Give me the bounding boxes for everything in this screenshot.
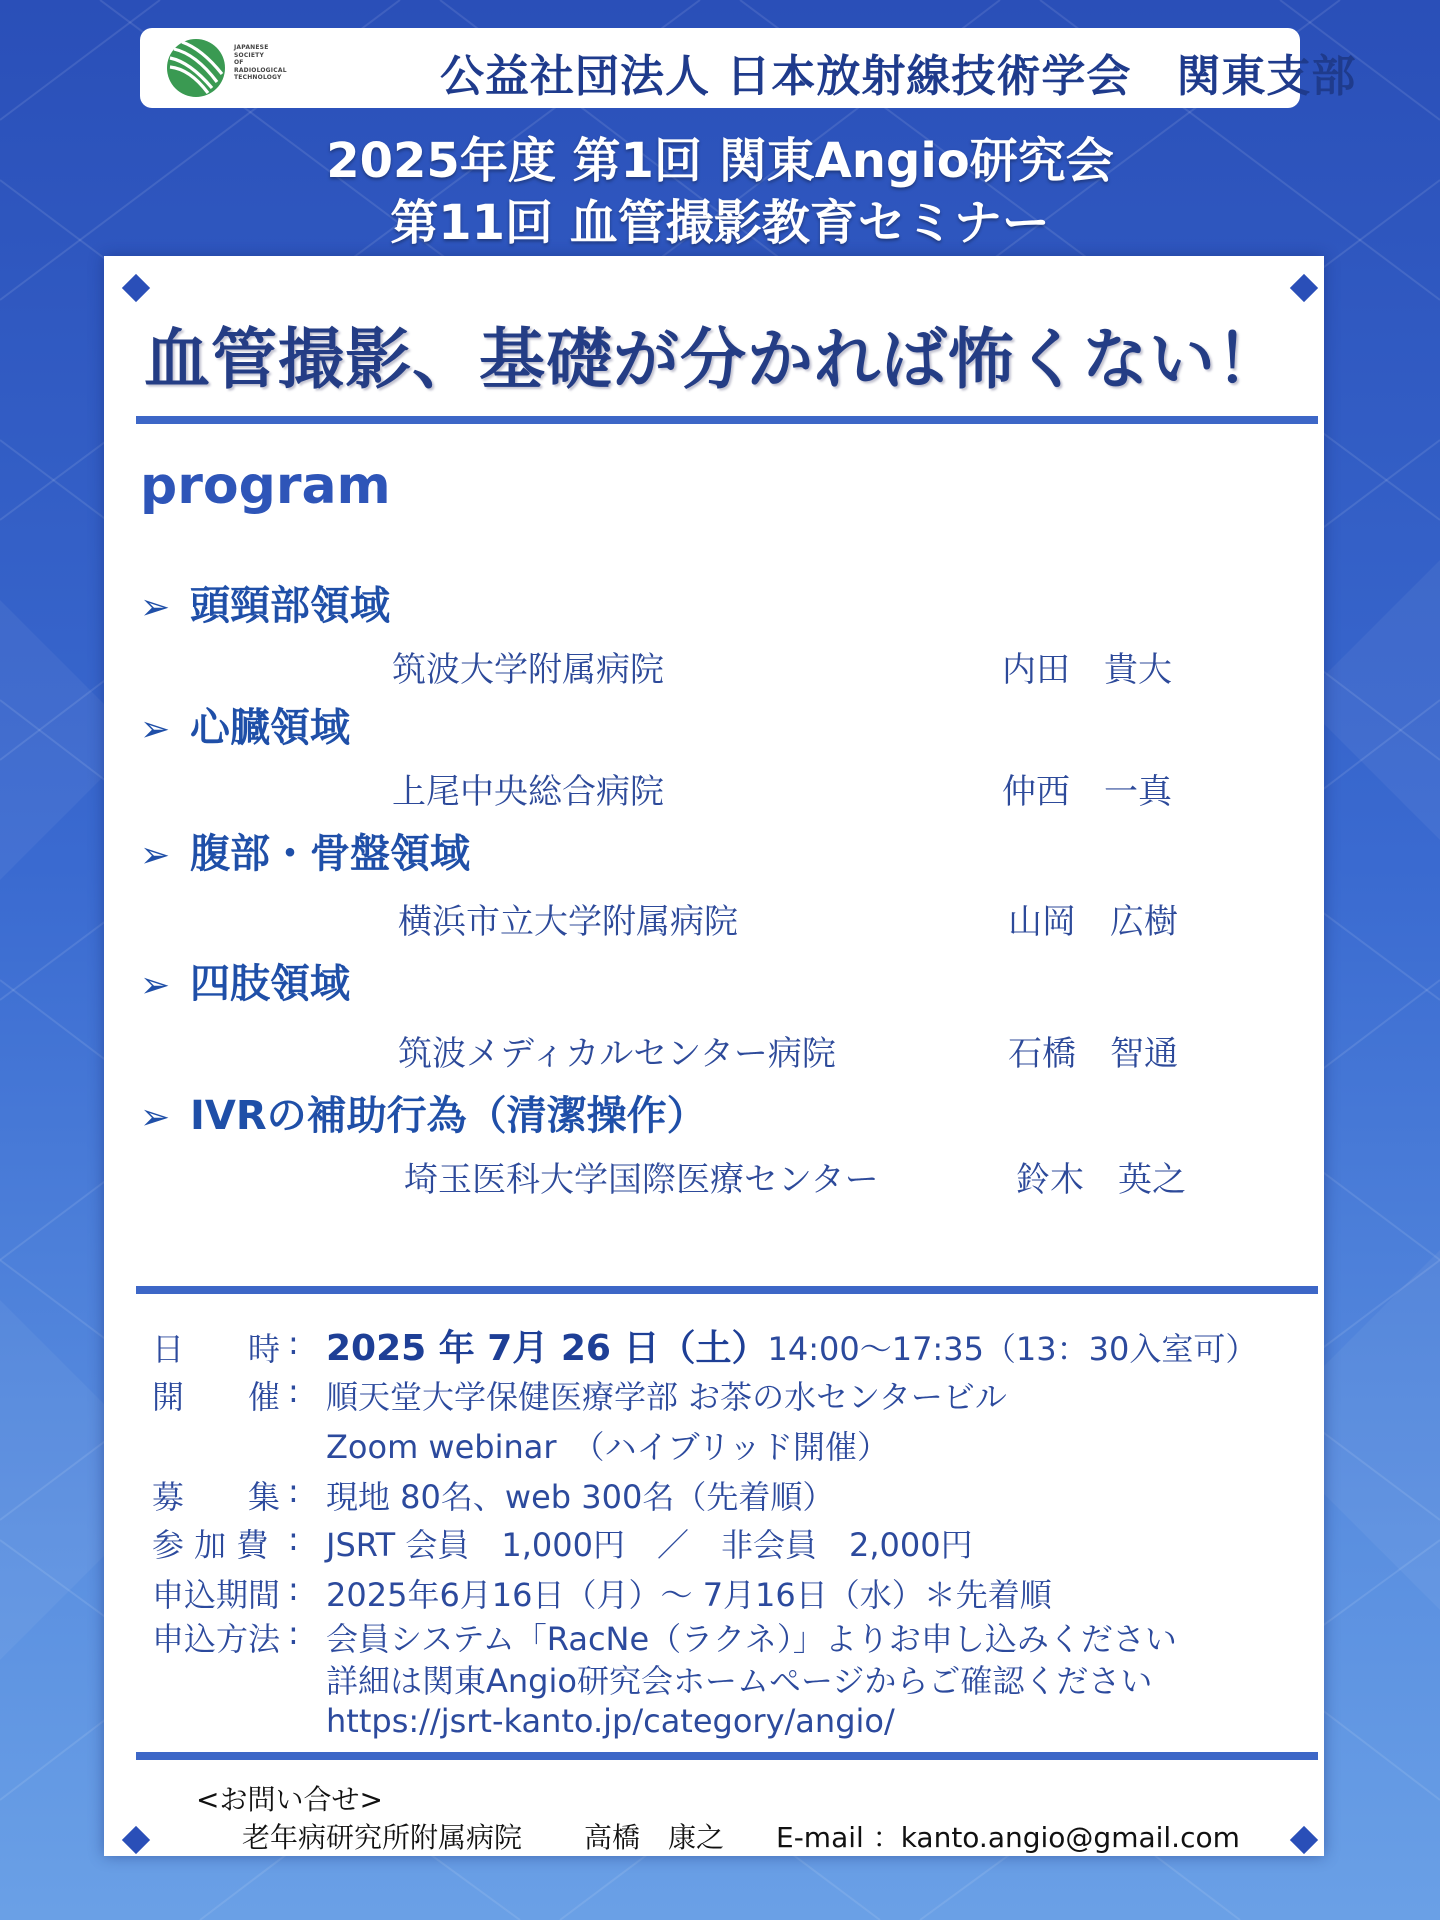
session-hospital: 筑波メディカルセンター病院 [398,1034,836,1074]
session-hospital: 上尾中央総合病院 [392,772,664,812]
session-hospital: 埼玉医科大学国際医療センター [404,1160,879,1200]
colon: : [288,1324,299,1362]
colon: : [288,1472,299,1510]
headline: 血管撮影、基礎が分かれば怖くない！ [144,321,1283,398]
method-label: 申込方法 [152,1620,281,1658]
date-label: 日 時 [152,1330,281,1368]
colon: : [288,1570,299,1608]
jsrt-logo-icon [164,36,228,100]
fee-label: 参 加 費 [152,1526,269,1564]
contact-email[interactable]: E-mail ：kanto.angio@gmail.com [776,1821,1240,1854]
session-hospital: 筑波大学附属病院 [392,650,664,690]
fee-value: JSRT 会員 1,000円 ／ 非会員 2,000円 [326,1526,973,1564]
divider-rule [136,1752,1318,1760]
date-value [326,1320,1257,1371]
colon: : [288,1614,299,1652]
arrow-icon: ➢ [140,709,171,750]
session-title-text: 四肢領域 [190,961,350,1007]
colon: : [288,1372,299,1410]
method-line2: 詳細は関東Angio研究会ホームページからご確認ください [326,1662,1153,1700]
arrow-icon: ➢ [140,835,171,876]
session-speaker: 鈴木 英之 [1016,1160,1186,1200]
event-title-line2: 第11回 血管撮影教育セミナー [390,195,1050,251]
session-title-text: 心臓領域 [190,705,350,751]
content-panel [104,256,1324,1856]
venue-line1: 順天堂大学保健医療学部 お茶の水センタービル [326,1378,1007,1416]
org-name: 公益社団法人 日本放射線技術学会 関東支部 [440,51,1357,102]
divider-rule [136,1286,1318,1294]
org-banner [140,28,1357,108]
event-title-line1: 2025年度 第1回 関東Angio研究会 [326,133,1114,189]
arrow-icon: ➢ [140,965,171,1006]
period-value: 2025年6月16日（月）～ 7月16日（水）＊先着順 [326,1576,1052,1614]
contact-name: 高橋 康之 [584,1821,725,1854]
method-line1: 会員システム「RacNe（ラクネ）」よりお申し込みください [326,1620,1177,1658]
arrow-icon: ➢ [140,1097,171,1138]
session-title [140,574,390,631]
venue-label: 開 催 [152,1378,281,1416]
session-speaker: 仲西 一真 [1002,772,1172,812]
logo-text: JAPANESE SOCIETY OF RADIOLOGICAL TECHNOLOGY [234,44,287,81]
capacity-value: 現地 80名、web 300名（先着順） [326,1478,835,1516]
divider-rule [136,416,1318,424]
session-title-text: 腹部・骨盤領域 [190,831,470,877]
session-speaker: 山岡 広樹 [1008,902,1178,942]
arrow-icon: ➢ [140,587,171,628]
program-label: program [140,456,391,516]
session-title [140,952,350,1009]
session-title-text: 頭頸部領域 [190,583,390,629]
session-title [140,822,470,879]
period-label: 申込期間 [152,1576,281,1614]
session-hospital: 横浜市立大学附属病院 [398,902,738,942]
contact-header: <お問い合せ> [196,1783,383,1816]
session-speaker: 内田 貴大 [1002,650,1172,690]
website-link[interactable]: https://jsrt-kanto.jp/category/angio/ [326,1702,895,1740]
contact-hospital: 老年病研究所附属病院 [242,1821,523,1854]
date-bold: 2025 年 7月 26 日（土） [326,1328,768,1369]
date-time: 14:00～17:35（13：30入室可） [767,1330,1258,1368]
session-title-text: IVRの補助行為（清潔操作） [190,1093,707,1139]
session-title [140,696,350,753]
colon: : [288,1520,299,1558]
venue-line2: Zoom webinar （ハイブリッド開催） [326,1428,890,1466]
session-speaker: 石橋 智通 [1008,1034,1178,1074]
session-title [140,1084,707,1141]
capacity-label: 募 集 [152,1478,281,1516]
